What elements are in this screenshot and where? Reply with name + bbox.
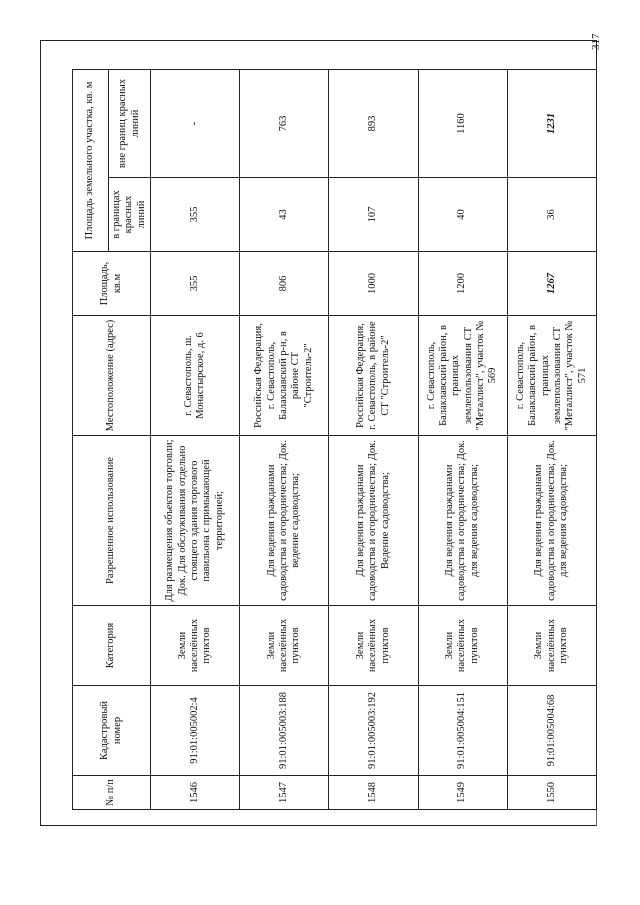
cell-area: 1000 (329, 252, 418, 316)
cell-inside-red: 43 (240, 178, 329, 252)
cell-area: 806 (240, 252, 329, 316)
cell-usage: Для ведения гражданами садоводства и огородничества; Док. для ведения садоводства; (418, 436, 507, 606)
cell-cadastral: 91:01:005002:4 (151, 686, 240, 776)
page-number: 317 (590, 33, 602, 50)
cell-cadastral: 91:01:005004:151 (418, 686, 507, 776)
header-plot-area: Площадь земельного участка, кв. м (73, 69, 109, 251)
header-area: Площадь, кв.м (73, 252, 151, 316)
header-usage: Разрешенное использование (73, 436, 151, 606)
cell-cadastral: 91:01:005003:192 (329, 686, 418, 776)
table-row (151, 69, 240, 809)
header-num: № п/п (73, 776, 151, 810)
cell-inside-red: 355 (151, 178, 240, 252)
header-outside-red: вне границ красных линий (109, 69, 151, 177)
table-row (418, 69, 507, 809)
cell-cadastral: 91:01:005003:188 (240, 686, 329, 776)
cell-area: 355 (151, 252, 240, 316)
cell-location: г. Севастополь, ш. Монастырское, д. 6 (151, 316, 240, 436)
cell-category: Земли населённых пунктов (329, 606, 418, 686)
cell-location: Российская Федерация, г. Севастополь, Балаклавский р-н, в районе СТ "Строитель-2" (240, 316, 329, 436)
cell-cadastral: 91:01:005004:68 (507, 686, 596, 776)
cell-area: 1200 (418, 252, 507, 316)
cell-num: 1547 (240, 776, 329, 810)
rotated-table-container (72, 70, 597, 810)
header-location: Местоположение (адрес) (73, 316, 151, 436)
table-row (329, 69, 418, 809)
cell-usage: Для ведения гражданами садоводства и огородничества; Док. для ведения садоводства; (507, 436, 596, 606)
cell-outside-red: 1231 (507, 69, 596, 177)
cell-location: г. Севастополь, Балаклавский район, в границах землепользования СТ "Металлист", участок № 571 (507, 316, 596, 436)
table-row (240, 69, 329, 809)
cell-outside-red: 1160 (418, 69, 507, 177)
cell-location: Российская Федерация, г. Севастополь, в районе СТ "Строитель-2" (329, 316, 418, 436)
header-category: Категория (73, 606, 151, 686)
cell-outside-red: 763 (240, 69, 329, 177)
cell-category: Земли населённых пунктов (240, 606, 329, 686)
cell-category: Земли населённых пунктов (151, 606, 240, 686)
cell-usage: Для ведения гражданами садоводства и огородничества; Док. Ведение садоводства; (329, 436, 418, 606)
cell-num: 1550 (507, 776, 596, 810)
land-plots-table (72, 69, 597, 810)
cell-usage: Для ведения гражданами садоводства и огородничества; Док. ведение садоводства; (240, 436, 329, 606)
cell-area: 1267 (507, 252, 596, 316)
cell-num: 1549 (418, 776, 507, 810)
header-cadastral: Кадастровый номер (73, 686, 151, 776)
cell-inside-red: 107 (329, 178, 418, 252)
cell-category: Земли населённых пунктов (507, 606, 596, 686)
cell-location: г. Севастополь, Балаклавский район, в границах землепользования СТ "Металлист", участок № 569 (418, 316, 507, 436)
cell-outside-red: - (151, 69, 240, 177)
cell-inside-red: 36 (507, 178, 596, 252)
cell-inside-red: 40 (418, 178, 507, 252)
table-row (507, 69, 596, 809)
cell-category: Земли населённых пунктов (418, 606, 507, 686)
cell-usage: Для размещения объектов торговли; Док. Для обслуживания отдельно стоящего здания торгового павильона с примыкающей территорией; (151, 436, 240, 606)
cell-num: 1546 (151, 776, 240, 810)
header-inside-red: в границах красных линий (109, 178, 151, 252)
cell-num: 1548 (329, 776, 418, 810)
cell-outside-red: 893 (329, 69, 418, 177)
